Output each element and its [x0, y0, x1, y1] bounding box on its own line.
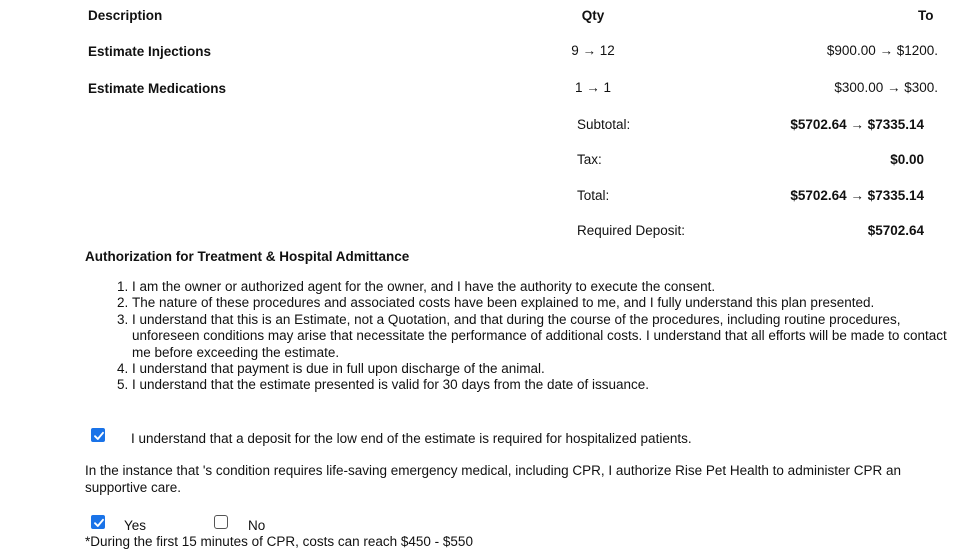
- deposit-value: $5702.64: [867, 223, 924, 238]
- subtotal-label: Subtotal:: [577, 117, 631, 132]
- column-header-total: To: [918, 8, 934, 23]
- authorization-heading: Authorization for Treatment & Hospital Admittance: [85, 249, 410, 264]
- list-item: 4. I understand that payment is due in full upon discharge of the animal.: [132, 361, 962, 377]
- row-qty: 1 → 1: [574, 80, 612, 95]
- list-item: 3. I understand that this is an Estimate, not a Quotation, and that during the course of the procedures, including routine procedures, unforeseen conditions may arise that necessitate the performance of additional costs. I understand that all efforts will be made to contact me before exceeding the estimate.: [132, 312, 962, 361]
- total-value: $5702.64 → $7335.14: [790, 188, 924, 203]
- list-item: 1. I am the owner or authorized agent for the owner, and I have the authority to execute the consent.: [132, 279, 962, 295]
- cpr-no-label: No: [248, 518, 266, 533]
- column-header-qty: Qty: [581, 8, 605, 23]
- row-description: Estimate Medications: [88, 81, 227, 96]
- list-item: 2. The nature of these procedures and associated costs have been explained to me, and I fully understand this plan presented.: [132, 295, 962, 311]
- terms-list: [116, 279, 962, 394]
- cpr-paragraph: In the instance that 's condition requires life-saving emergency medical, including CPR, I authorize Rise Pet Health to administer CPR an supportive care.: [85, 463, 901, 495]
- deposit-ack-label: I understand that a deposit for the low end of the estimate is required for hospitalized patients.: [131, 431, 692, 446]
- cpr-no-checkbox[interactable]: [214, 515, 228, 529]
- checkmark-icon: [93, 430, 105, 442]
- row-qty: 9 → 12: [571, 43, 615, 58]
- tax-value: $0.00: [890, 152, 924, 167]
- deposit-ack-checkbox[interactable]: [91, 428, 105, 442]
- row-description: Estimate Injections: [88, 44, 212, 59]
- deposit-label: Required Deposit:: [577, 223, 686, 238]
- list-item: 5. I understand that the estimate presented is valid for 30 days from the date of issuance.: [132, 377, 962, 393]
- checkmark-icon: [93, 517, 105, 529]
- cpr-cost-note: *During the first 15 minutes of CPR, costs can reach $450 - $550: [85, 534, 473, 549]
- subtotal-value: $5702.64 → $7335.14: [790, 117, 924, 132]
- column-header-description: Description: [88, 8, 163, 23]
- total-label: Total:: [577, 188, 610, 203]
- cpr-yes-checkbox[interactable]: [91, 515, 105, 529]
- cpr-yes-label: Yes: [124, 518, 147, 533]
- row-total: $300.00 → $300.: [834, 80, 938, 95]
- tax-label: Tax:: [577, 152, 602, 167]
- row-total: $900.00 → $1200.: [826, 43, 938, 58]
